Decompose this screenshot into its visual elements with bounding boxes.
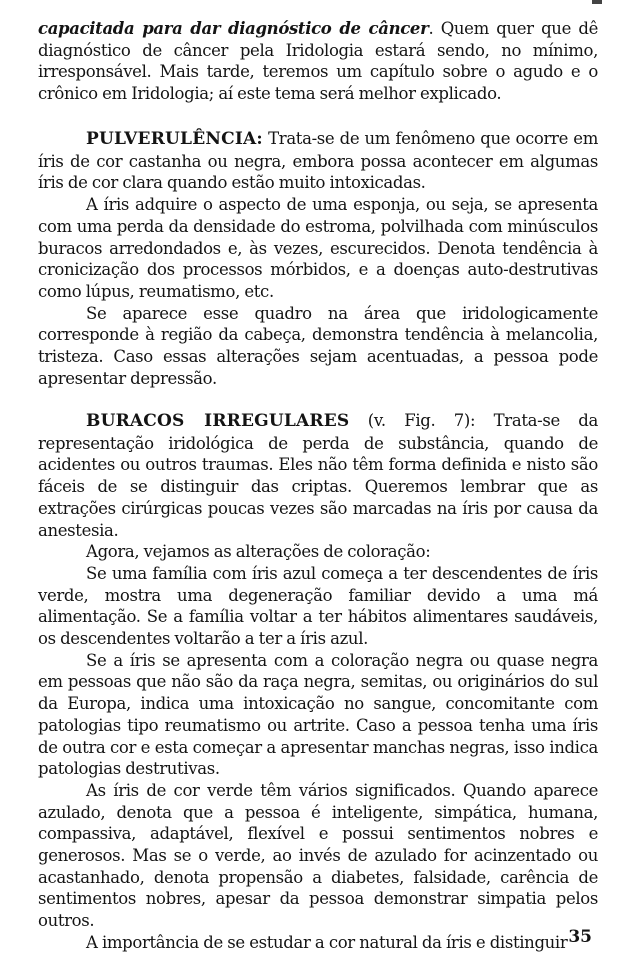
buracos-paragraph-1 — [38, 410, 598, 541]
intro-text: . Quem quer que dê diagnóstico de câncer pela Iridologia estará sendo, no mínimo, irresponsável. Mais tarde, teremos um capítulo sobre o agudo e o crônico em Iridologia; aí este tema será melhor explicado. — [38, 19, 598, 104]
pulverulencia-paragraph-1 — [38, 128, 598, 194]
buracos-heading: BURACOS IRREGULARES — [86, 411, 350, 431]
intro-paragraph — [38, 18, 598, 105]
buracos-paragraph-6: A importância de se estudar a cor natural da íris e distinguir — [86, 932, 568, 952]
pulverulencia-section — [38, 128, 598, 389]
scan-artifact-mark — [592, 0, 602, 4]
intro-emphasis: capacitada para dar diagnóstico de câncer — [38, 19, 429, 38]
pulverulencia-heading: PULVERULÊNCIA: — [86, 129, 263, 149]
buracos-paragraph-4: Se a íris se apresenta com a coloração negra ou quase negra em pessoas que não são da raça negra, semitas, ou originários do sul da Europa, indica uma intoxicação no sangue, concomitante com patologias tipo reumatismo ou artrite. Caso a pessoa tenha uma íris de outra cor e esta começar a apresentar manchas negras, isso indica patologias destrutivas. — [38, 650, 598, 779]
buracos-paragraph-3: Se uma família com íris azul começa a ter descendentes de íris verde, mostra uma degeneração familiar devido a uma má alimentação. Se a família voltar a ter hábitos alimentares saudáveis, os descendentes voltarão a ter a íris azul. — [38, 563, 598, 649]
page-number: 35 — [568, 927, 592, 947]
pulverulencia-paragraph-3: Se aparece esse quadro na área que iridologicamente corresponde à região da cabeça, demonstra tendência à melancolia, tristeza. Caso essas alterações sejam acentuadas, a pessoa pode apresentar depressão. — [38, 303, 598, 388]
buracos-paragraph-5: As íris de cor verde têm vários significados. Quando aparece azulado, denota que a pessoa é inteligente, simpática, humana, compassiva, adaptável, flexível e possui sentimentos nobres e generosos. Mas se o verde, ao invés de azulado for acinzentado ou acastanhado, denota propensão a diabetes, falsidade, carência de sentimentos nobres, apesar da pessoa demonstrar simpatia pelos outros. — [38, 780, 598, 931]
pulverulencia-paragraph-2: A íris adquire o aspecto de uma esponja, ou seja, se apresenta com uma perda da densidade do estroma, polvilhada com minúsculos buracos arredondados e, às vezes, escurecidos. Denota tendência à cronicização dos processos mórbidos, e a doenças auto-destrutivas como lúpus, reumatismo, etc. — [38, 195, 598, 301]
intro-block — [38, 18, 598, 105]
buracos-paragraph-2: Agora, vejamos as alterações de coloração: — [86, 542, 431, 562]
buracos-figure-ref: (v. Fig. 7): — [349, 411, 476, 430]
pulverulencia-p1-text: Trata-se de um fenômeno que ocorre em íris de cor castanha ou negra, embora possa acontecer em algumas íris de cor clara quando estão muito intoxicadas. — [38, 129, 598, 193]
buracos-p1-text: Trata-se da representação iridológica de perda de substância, quando de acidentes ou outros traumas. Eles não têm forma definida e nisto são fáceis de se distinguir das criptas. Queremos lembrar que as extrações cirúrgicas poucas vezes são marcadas na íris por causa da anestesia. — [38, 411, 598, 540]
buracos-section — [38, 410, 598, 954]
